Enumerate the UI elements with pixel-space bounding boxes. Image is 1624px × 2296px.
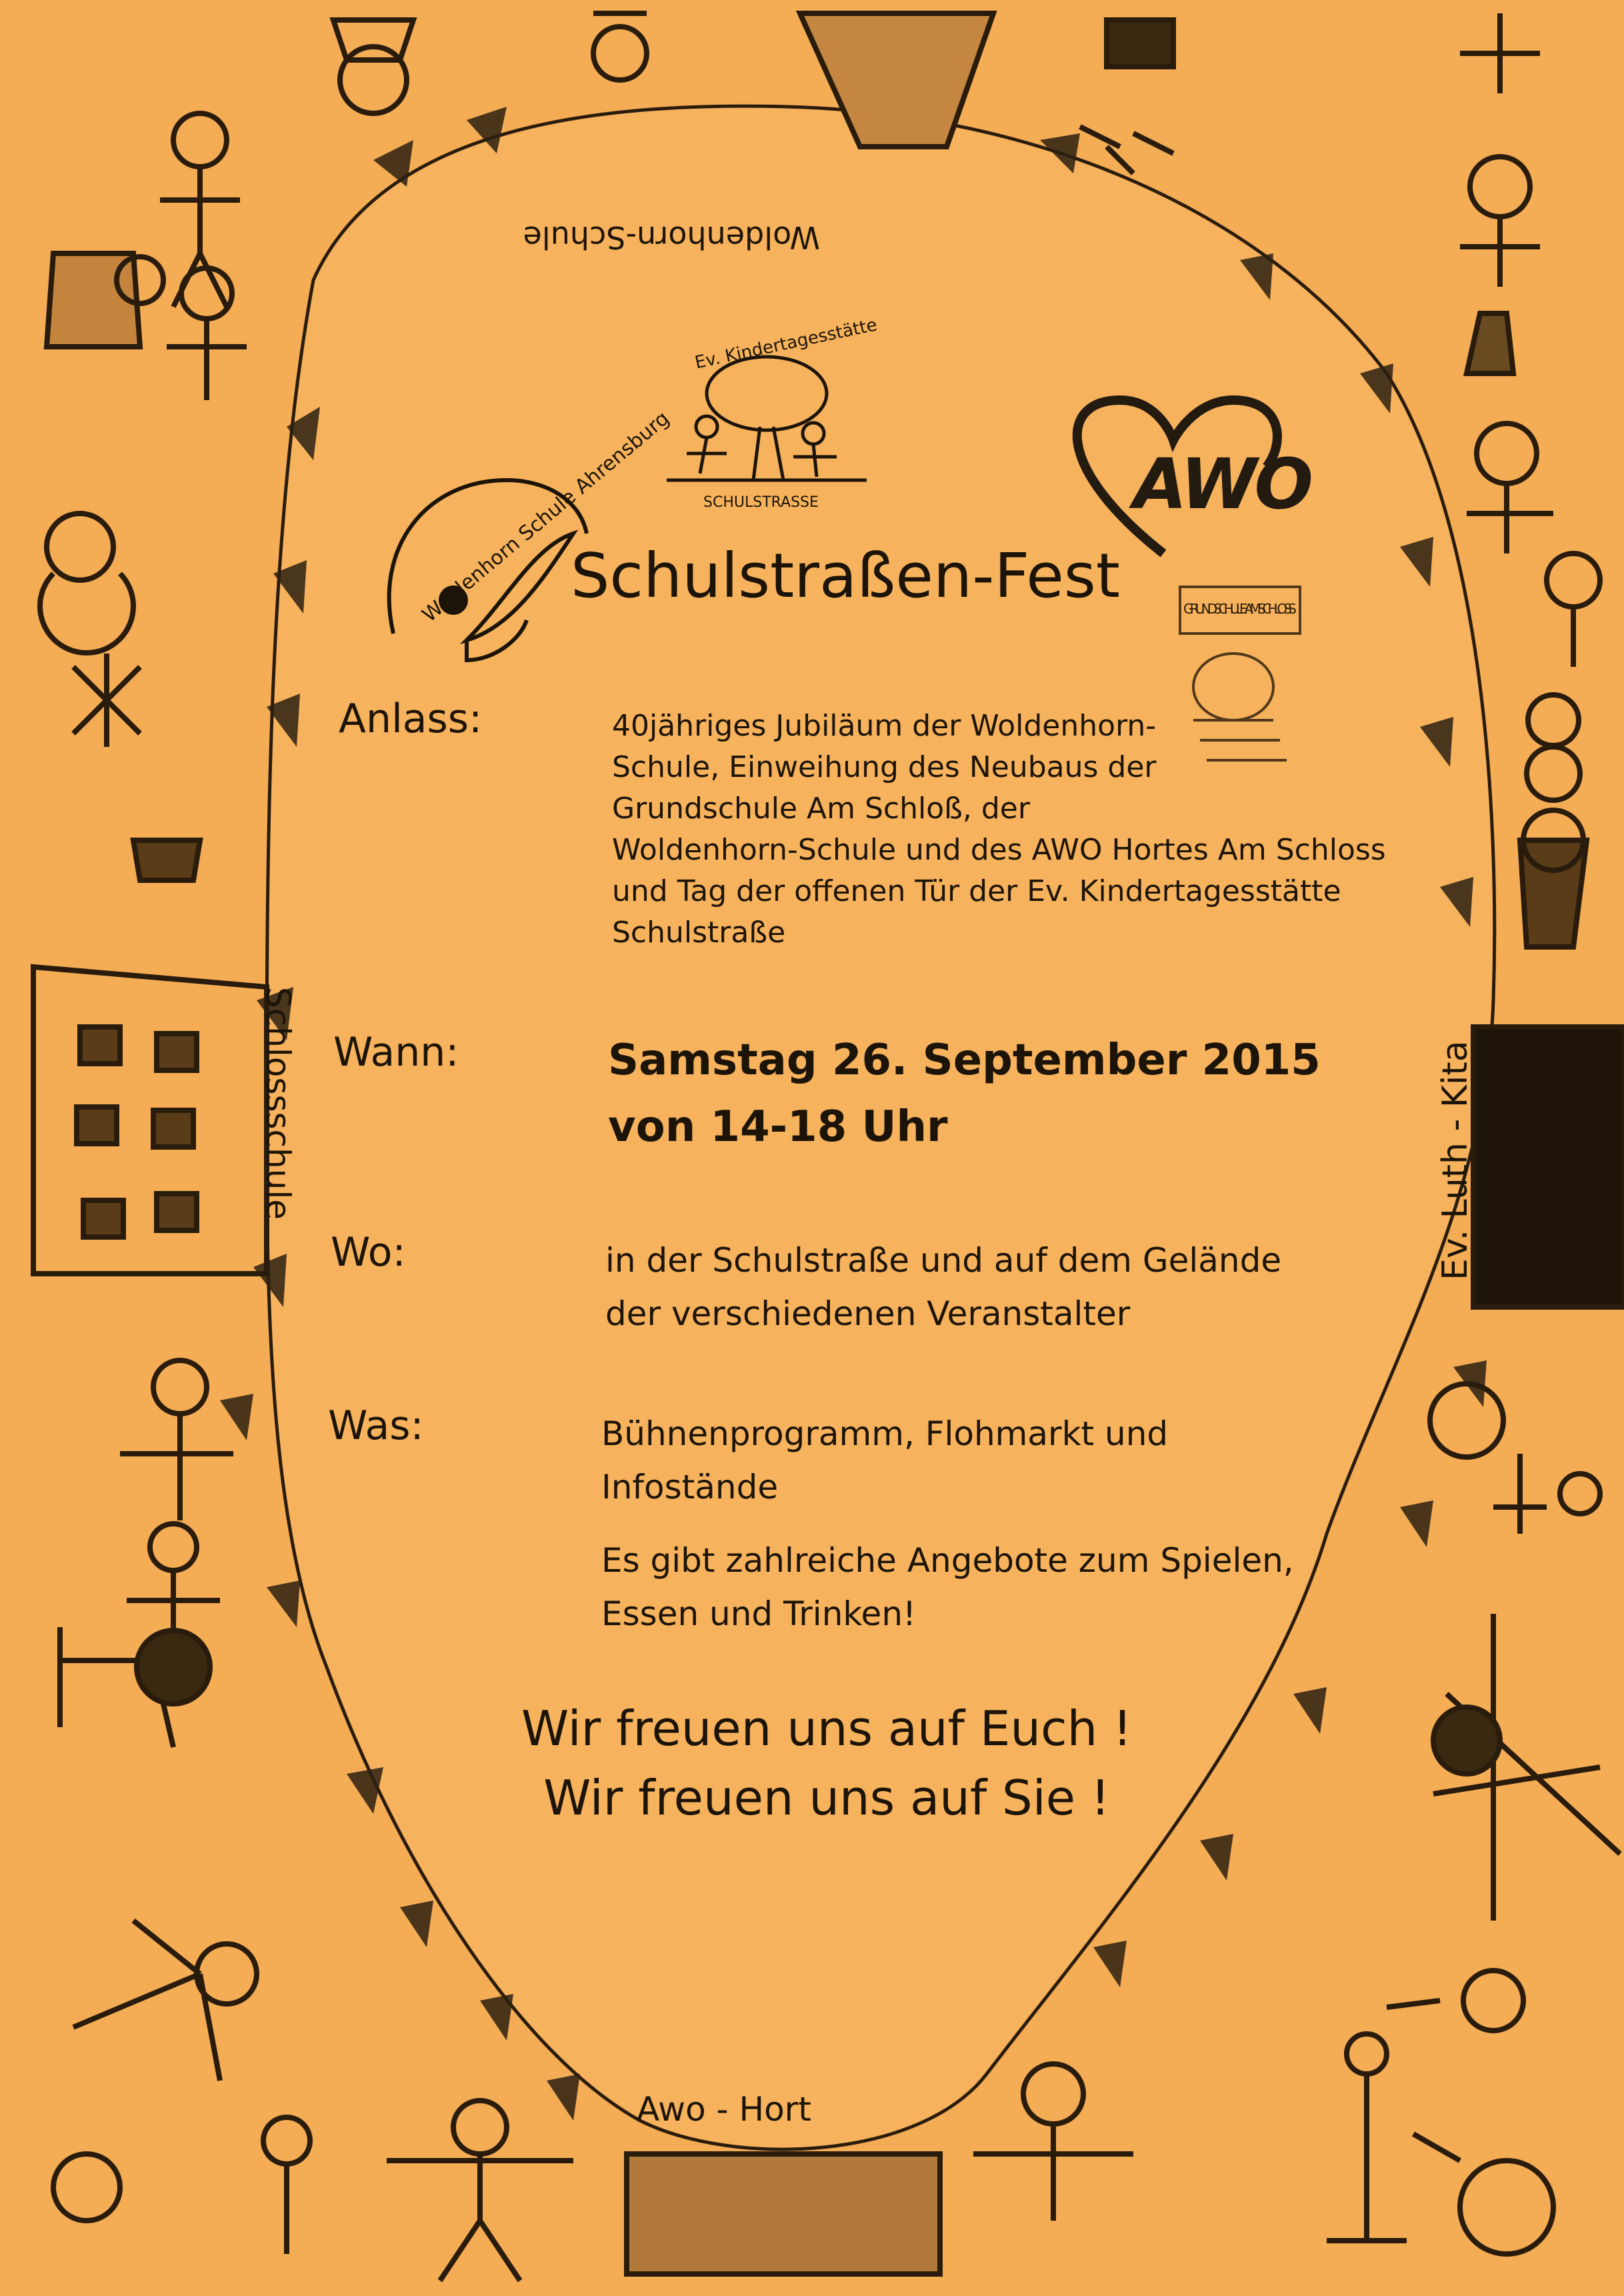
anlass-line: und Tag der offenen Tür der Ev. Kindertagesstätte xyxy=(612,874,1341,908)
woldenhorn-logo-text: Woldenhorn Schule Ahrensburg xyxy=(417,406,674,628)
closing-line: Wir freuen uns auf Euch ! xyxy=(521,1700,1132,1757)
wann-label: Wann: xyxy=(333,1029,459,1076)
woldenhorn-schule-drawing-label: Woldenhorn-Schule xyxy=(523,219,820,255)
was-line: Bühnenprogramm, Flohmarkt und xyxy=(601,1414,1169,1453)
was-extra-line: Es gibt zahlreiche Angebote zum Spielen, xyxy=(601,1541,1294,1580)
anlass-line: Schulstraße xyxy=(612,916,786,950)
schlossschule-drawing-label: Schlossschule xyxy=(259,987,297,1220)
awo-logo-text: AWO xyxy=(1133,443,1311,525)
awo-hort-drawing-label: Awo - Hort xyxy=(637,2090,811,2129)
anlass-line: Grundschule Am Schloß, der xyxy=(612,792,1030,826)
was-extra-line: Essen und Trinken! xyxy=(601,1594,917,1633)
wann-date: Samstag 26. September 2015 xyxy=(608,1036,1321,1085)
anlass-line: Woldenhorn-Schule und des AWO Hortes Am Schloss xyxy=(612,833,1386,867)
wo-label: Wo: xyxy=(331,1229,406,1276)
closing-message xyxy=(493,1694,1160,1833)
grundschule-logo-text: GRUNDSCHULE AM SCHLOSS xyxy=(1183,601,1297,617)
closing-line: Wir freuen uns auf Sie ! xyxy=(543,1770,1110,1826)
wo-line: in der Schulstraße und auf dem Gelände xyxy=(605,1241,1282,1280)
was-label: Was: xyxy=(328,1402,424,1449)
anlass-line: 40jähriges Jubiläum der Woldenhorn- xyxy=(612,709,1157,743)
kita-logo-text: Ev. Kindertagesstätte xyxy=(693,315,879,373)
ev-luth-kita-drawing-label: Ev. Luth - Kita xyxy=(1435,1040,1475,1280)
anlass-text xyxy=(612,706,1386,954)
anlass-line: Schule, Einweihung des Neubaus der xyxy=(612,750,1157,784)
wann-text xyxy=(608,1027,1321,1160)
was-text xyxy=(601,1407,1168,1514)
was-line: Infostände xyxy=(601,1468,779,1506)
wo-text xyxy=(605,1234,1281,1340)
wo-line: der verschiedenen Veranstalter xyxy=(605,1294,1131,1333)
anlass-label: Anlass: xyxy=(339,696,483,742)
page-title: Schulstraßen-Fest xyxy=(571,540,1120,612)
kita-logo-sub: SCHULSTRASSE xyxy=(703,494,819,511)
was-extra-text xyxy=(601,1534,1294,1640)
wann-time: von 14-18 Uhr xyxy=(608,1102,948,1152)
